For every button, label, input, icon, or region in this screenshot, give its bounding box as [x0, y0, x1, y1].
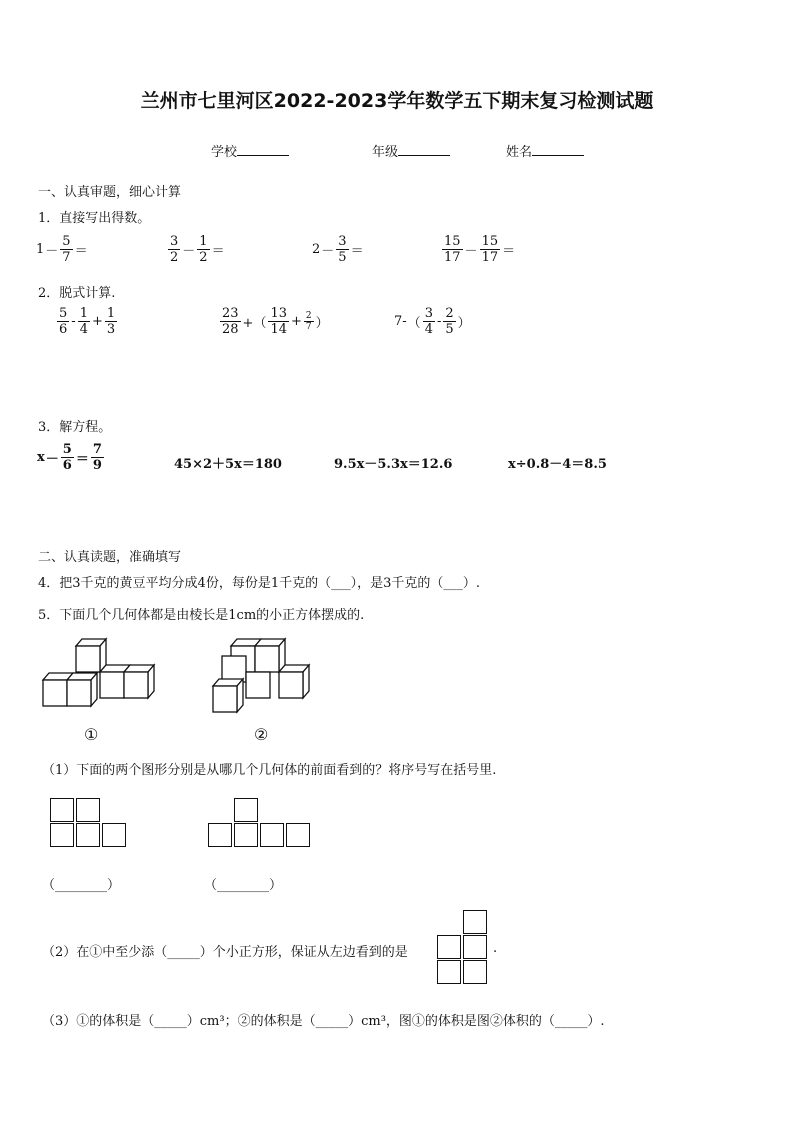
section1-heading: 一、认真审题，细心计算: [38, 185, 182, 200]
grade-label: 年级: [372, 145, 399, 160]
q3-eq-3: 9.5x－5.3x＝12.6: [334, 457, 453, 472]
school-label: 学校: [211, 145, 238, 160]
solid-figure-1: [40, 634, 165, 709]
q3-eq-2: 45×2＋5x＝180: [174, 457, 282, 472]
sub1-text: （1）下面的两个图形分别是从哪几个几何体的前面看到的？将序号写在括号里.: [42, 763, 497, 778]
q4-text: 4．把3千克的黄豆平均分成4份，每份是1千克的（___），是3千克的（___）.: [38, 576, 480, 591]
q5-text: 5．下面几个几何体都是由棱长是1cm的小正方体摆成的.: [38, 608, 365, 623]
figure-1-label: ①: [84, 725, 99, 744]
sub2-text: （2）在①中至少添（_____）个小正方形，保证从左边看到的是: [42, 945, 408, 960]
page-title: 兰州市七里河区2022-2023学年数学五下期末复习检测试题: [140, 90, 654, 112]
answer-a[interactable]: （________）: [42, 878, 121, 893]
q1-label: 1．直接写出得数。: [38, 211, 151, 226]
school-field[interactable]: [211, 141, 289, 160]
q2-label: 2．脱式计算.: [38, 286, 116, 301]
sub3-text: （3）①的体积是（_____）cm³；②的体积是（_____）cm³，图①的体积是图②体积的（_____）.: [42, 1014, 605, 1029]
q3-label: 3．解方程。: [38, 420, 112, 435]
q2-expr-1: $\frac{5}{6}$ - $\frac{1}{4}$ + $\frac{1}{3}$: [59, 306, 116, 337]
q3-eq-1: x － $\frac{5}{6}$ ＝ $\frac{7}{9}$: [37, 442, 102, 473]
q1-item-1: 1 － $\frac{5}{7}$ ＝: [36, 234, 88, 265]
figure-2-label: ②: [254, 725, 269, 744]
solid-figure-2: [210, 634, 345, 714]
q1-item-2: $\frac{3}{2}$ － $\frac{1}{2}$ ＝: [170, 234, 225, 265]
sub2-end: .: [493, 941, 498, 956]
q2-expr-2: $\frac{23}{28}$ +（ $\frac{13}{14}$ + $\frac{2}{7}$ ）: [222, 306, 329, 337]
grade-field[interactable]: [372, 141, 450, 160]
name-field[interactable]: [506, 141, 584, 160]
q1-item-3: 2 － $\frac{3}{5}$ ＝: [312, 234, 364, 265]
answer-b[interactable]: （________）: [204, 878, 283, 893]
q3-eq-4: x÷0.8－4＝8.5: [508, 457, 607, 472]
q2-expr-3: 7- （ $\frac{3}{4}$ - $\frac{2}{5}$ ）: [394, 306, 471, 337]
name-label: 姓名: [506, 145, 533, 160]
section2-heading: 二、认真读题，准确填写: [38, 550, 182, 565]
q1-item-4: $\frac{15}{17}$ － $\frac{15}{17}$ ＝: [444, 234, 516, 265]
